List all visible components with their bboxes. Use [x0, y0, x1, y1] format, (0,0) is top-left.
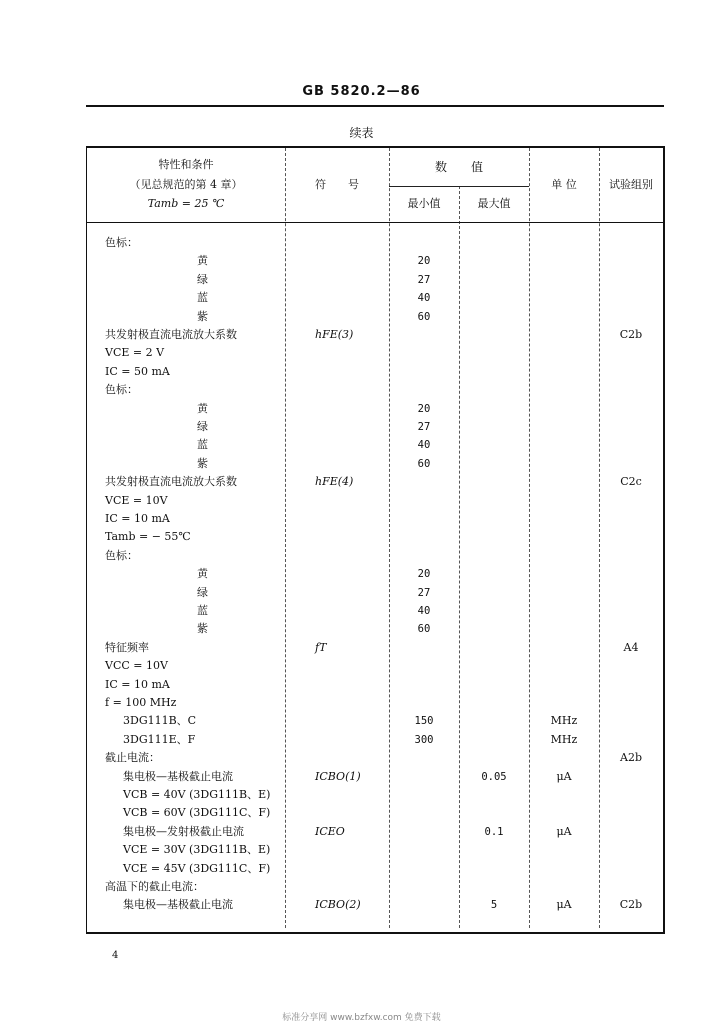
col-sep-3: [459, 186, 460, 928]
row-characteristic: 共发射极直流电流放大系数: [105, 475, 237, 489]
row-unit: μA: [556, 898, 572, 912]
row-characteristic: VCE = 30V (3DG111B、E): [123, 843, 271, 857]
row-characteristic: VCE = 45V (3DG111C、F): [123, 861, 271, 875]
row-min-value: 150: [414, 715, 434, 728]
col-sep-4: [529, 148, 530, 928]
row-test-group: C2b: [619, 328, 643, 341]
row-symbol: hFE(3): [315, 328, 354, 341]
data-table: [86, 146, 665, 934]
row-test-group: A4: [623, 640, 639, 654]
header-rule: [86, 105, 664, 107]
standard-code: GB 5820.2—86: [302, 84, 421, 99]
row-characteristic: VCE = 10V: [105, 493, 168, 507]
row-symbol: ICEO: [315, 824, 345, 838]
row-characteristic: 集电极—发射极截止电流: [123, 824, 244, 838]
row-characteristic: 截止电流：: [105, 751, 160, 765]
row-symbol: hFE(4): [315, 475, 354, 489]
row-characteristic: 绿: [197, 420, 208, 433]
row-characteristic: 蓝: [197, 291, 208, 305]
row-characteristic: 色标：: [105, 548, 138, 562]
row-min-value: 40: [417, 439, 431, 452]
row-characteristic: 紫: [197, 456, 208, 470]
row-characteristic: VCC = 10V: [105, 659, 168, 673]
row-unit: μA: [556, 824, 572, 838]
row-unit: MHz: [550, 714, 578, 728]
row-min-value: 40: [417, 292, 431, 305]
row-characteristic: 绿: [197, 585, 208, 599]
row-characteristic: 色标：: [105, 383, 138, 397]
row-min-value: 20: [417, 402, 431, 415]
header-value: 数 值: [434, 160, 483, 174]
row-characteristic: IC = 10 mA: [105, 677, 170, 691]
row-min-value: 60: [417, 310, 431, 323]
row-max-value: 5: [490, 899, 498, 912]
row-min-value: 300: [414, 733, 434, 746]
row-characteristic: 蓝: [197, 604, 208, 617]
row-max-value: 0.05: [481, 770, 507, 783]
header-unit: 单 位: [551, 178, 577, 191]
row-min-value: 20: [417, 255, 431, 268]
row-characteristic: f = 100 MHz: [105, 696, 177, 709]
header-tamb: Tamb = 25 ℃: [147, 197, 225, 210]
row-characteristic: 黄: [197, 254, 208, 268]
watermark-footer: 标准分享网 www.bzfxw.com 免费下载: [282, 1013, 441, 1023]
row-test-group: A2b: [620, 751, 642, 765]
row-characteristic: 特征频率: [105, 640, 149, 654]
row-characteristic: 蓝: [197, 438, 208, 452]
header-group: 试验组别: [609, 178, 653, 191]
row-characteristic: 3DG111E、F: [123, 732, 196, 746]
col-sep-1: [285, 148, 286, 928]
row-test-group: C2c: [620, 475, 642, 489]
row-characteristic: 紫: [197, 309, 208, 323]
row-min-value: 27: [417, 421, 431, 433]
col-sep-5: [599, 148, 600, 928]
row-symbol: ICBO(2): [315, 898, 361, 912]
row-characteristic: VCB = 60V (3DG111C、F): [123, 806, 271, 820]
header-characteristics: 特性和条件: [158, 158, 214, 171]
row-symbol: ICBO(1): [315, 769, 361, 783]
table-caption: 续表: [349, 126, 374, 140]
page-number: 4: [112, 950, 119, 961]
row-characteristic: 集电极—基极截止电流: [123, 769, 233, 783]
row-characteristic: 3DG111B、C: [123, 714, 197, 728]
header-min: 最小值: [407, 197, 441, 210]
row-min-value: 27: [417, 273, 431, 286]
row-min-value: 60: [417, 457, 431, 470]
header-bottom-rule: [87, 222, 663, 223]
row-test-group: C2b: [619, 898, 643, 912]
row-unit: MHz: [550, 732, 578, 746]
row-characteristic: IC = 50 mA: [105, 364, 170, 378]
row-characteristic: 黄: [197, 401, 208, 415]
row-min-value: 40: [417, 605, 431, 617]
row-characteristic: Tamb = − 55℃: [105, 530, 191, 544]
row-characteristic: VCE = 2 V: [105, 346, 165, 360]
row-max-value: 0.1: [484, 825, 504, 838]
row-characteristic: VCB = 40V (3DG111B、E): [123, 788, 271, 801]
row-characteristic: 集电极—基极截止电流: [123, 898, 233, 912]
row-characteristic: 黄: [197, 567, 208, 581]
row-symbol: fT: [315, 640, 327, 654]
row-characteristic: 高温下的截止电流：: [105, 880, 204, 893]
value-subheader-rule: [389, 186, 529, 187]
row-unit: μA: [556, 769, 572, 783]
header-symbol: 符 号: [315, 178, 359, 191]
row-min-value: 20: [417, 568, 431, 581]
row-characteristic: 紫: [197, 622, 208, 636]
row-min-value: 60: [417, 623, 431, 636]
row-characteristic: 色标：: [105, 236, 138, 249]
row-min-value: 27: [417, 586, 431, 599]
header-max: 最大值: [477, 197, 511, 210]
header-characteristics-ref: （见总规范的第 4 章）: [129, 178, 243, 191]
row-characteristic: 绿: [197, 272, 208, 286]
row-characteristic: 共发射极直流电流放大系数: [105, 328, 237, 341]
row-characteristic: IC = 10 mA: [105, 512, 170, 525]
